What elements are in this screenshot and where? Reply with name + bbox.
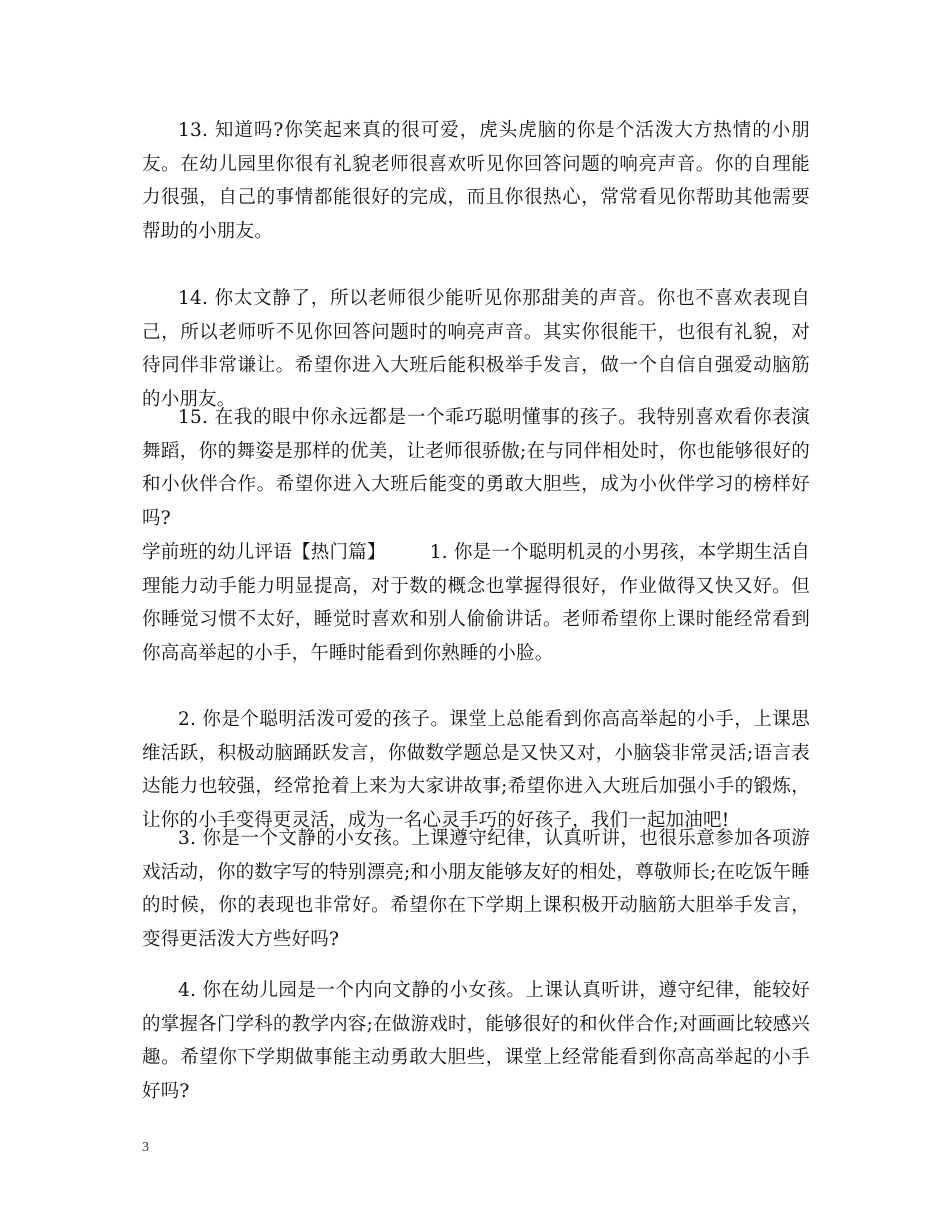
- section-paragraph: [142, 536, 810, 670]
- item-3: 3. 你是一个文静的小女孩。上课遵守纪律，认真听讲，也很乐意参加各项游戏活动，你的数字写的特别漂亮;和小朋友能够友好的相处，尊敬师长;在吃饭午睡的时候，你的表现也非常好。希望你在下学期上课积极开动脑筋大胆举手发言，变得更活泼大方些好吗?: [142, 828, 810, 950]
- page-number: 3: [142, 1140, 149, 1155]
- paragraph-14: 14. 你太文静了，所以老师很少能听见你那甜美的声音。你也不喜欢表现自己，所以老师听不见你回答问题时的响亮声音。其实你很能干，也很有礼貌，对待同伴非常谦让。希望你进入大班后能积极举手发言，做一个自信自强爱动脑筋的小朋友。: [142, 288, 810, 410]
- section-heading: 学前班的幼儿评语【热门篇】: [142, 542, 386, 563]
- item-1: 1. 你是一个聪明机灵的小男孩，本学期生活自理能力动手能力明显提高，对于数的概念也掌握得很好，作业做得又快又好。但你睡觉习惯不太好，睡觉时喜欢和别人偷偷讲话。老师希望你上课时能经常看到你高高举起的小手，午睡时能看到你熟睡的小脸。: [142, 542, 810, 664]
- item-4: 4. 你在幼儿园是一个内向文静的小女孩。上课认真听讲，遵守纪律，能较好的掌握各门学科的教学内容;在做游戏时，能够很好的和伙伴合作;对画画比较感兴趣。希望你下学期做事能主动勇敢大胆些，课堂上经常能看到你高高举起的小手好吗?: [142, 980, 810, 1102]
- paragraph-13: 13. 知道吗?你笑起来真的很可爱，虎头虎脑的你是个活泼大方热情的小朋友。在幼儿园里你很有礼貌老师很喜欢听见你回答问题的响亮声音。你的自理能力很强，自己的事情都能很好的完成，而且你很热心，常常看见你帮助其他需要帮助的小朋友。: [142, 120, 810, 242]
- item-2: 2. 你是个聪明活泼可爱的孩子。课堂上总能看到你高高举起的小手，上课思维活跃，积极动脑踊跃发言，你做数学题总是又快又对，小脑袋非常灵活;语言表达能力也较强，经常抢着上来为大家讲故事;希望你进入大班后加强小手的锻炼，让你的小手变得更灵活，成为一名心灵手巧的好孩子，我们一起加油吧!: [142, 709, 810, 831]
- paragraph-15: 15. 在我的眼中你永远都是一个乖巧聪明懂事的孩子。我特别喜欢看你表演舞蹈，你的舞姿是那样的优美，让老师很骄傲;在与同伴相处时，你也能够很好的和小伙伴合作。希望你进入大班后能变的勇敢大胆些，成为小伙伴学习的榜样好吗?: [142, 407, 810, 529]
